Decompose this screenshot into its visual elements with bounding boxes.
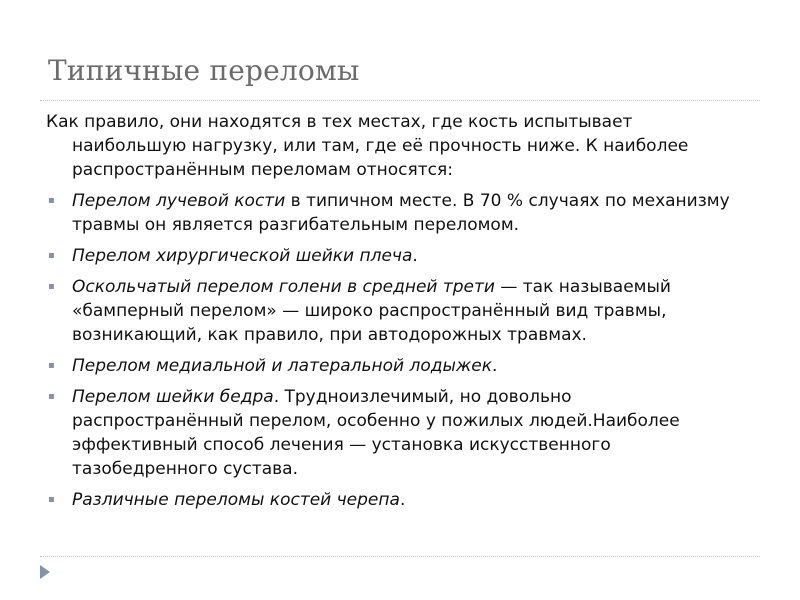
bullet-item xyxy=(46,354,746,378)
slide-title: Типичные переломы xyxy=(48,54,360,87)
bullet-emphasis: Оскольчатый перелом голени в средней трети xyxy=(72,277,495,297)
bullet-emphasis: Различные переломы костей черепа xyxy=(72,490,400,510)
bullet-text: . Трудноизлечимый, но довольно распространённый перелом, особенно у пожилых людей.Наиболее эффективный способ лечения — установка искусственного тазобедренного сустава. xyxy=(72,387,680,479)
slide-body xyxy=(46,110,746,519)
bullet-text: . xyxy=(492,356,498,376)
footer-divider xyxy=(40,556,760,557)
bullet-square-icon: ▪ xyxy=(48,494,55,505)
bullet-item xyxy=(46,488,746,512)
bullet-emphasis: Перелом хирургической шейки плеча xyxy=(72,246,413,266)
bullet-text: в типичном месте. В 70 % случаях по механизму травмы он является разгибательным переломом. xyxy=(72,191,730,235)
bullet-square-icon: ▪ xyxy=(48,391,55,402)
bullet-list xyxy=(46,189,746,512)
bullet-item xyxy=(46,275,746,347)
bullet-emphasis: Перелом медиальной и латеральной лодыжек xyxy=(72,356,492,376)
bullet-emphasis: Перелом шейки бедра xyxy=(72,387,274,407)
bullet-square-icon: ▪ xyxy=(48,360,55,371)
bullet-square-icon: ▪ xyxy=(48,281,55,292)
bullet-emphasis: Перелом лучевой кости xyxy=(72,191,286,211)
title-divider xyxy=(40,100,760,101)
bullet-text: — так называемый «бамперный перелом» — широко распространённый вид травмы, возникающий, как правило, при автодорожных травмах. xyxy=(72,277,671,345)
bullet-square-icon: ▪ xyxy=(48,250,55,261)
intro-paragraph: Как правило, они находятся в тех местах, где кость испытывает наибольшую нагрузку, или там, где её прочность ниже. К наиболее распространённым переломам относятся: xyxy=(46,112,689,180)
play-triangle-icon[interactable] xyxy=(40,565,50,579)
bullet-square-icon: ▪ xyxy=(48,195,55,206)
bullet-item xyxy=(46,189,746,237)
bullet-item xyxy=(46,244,746,268)
bullet-text: . xyxy=(399,490,406,510)
bullet-text: . xyxy=(412,246,418,266)
bullet-item xyxy=(46,385,746,481)
